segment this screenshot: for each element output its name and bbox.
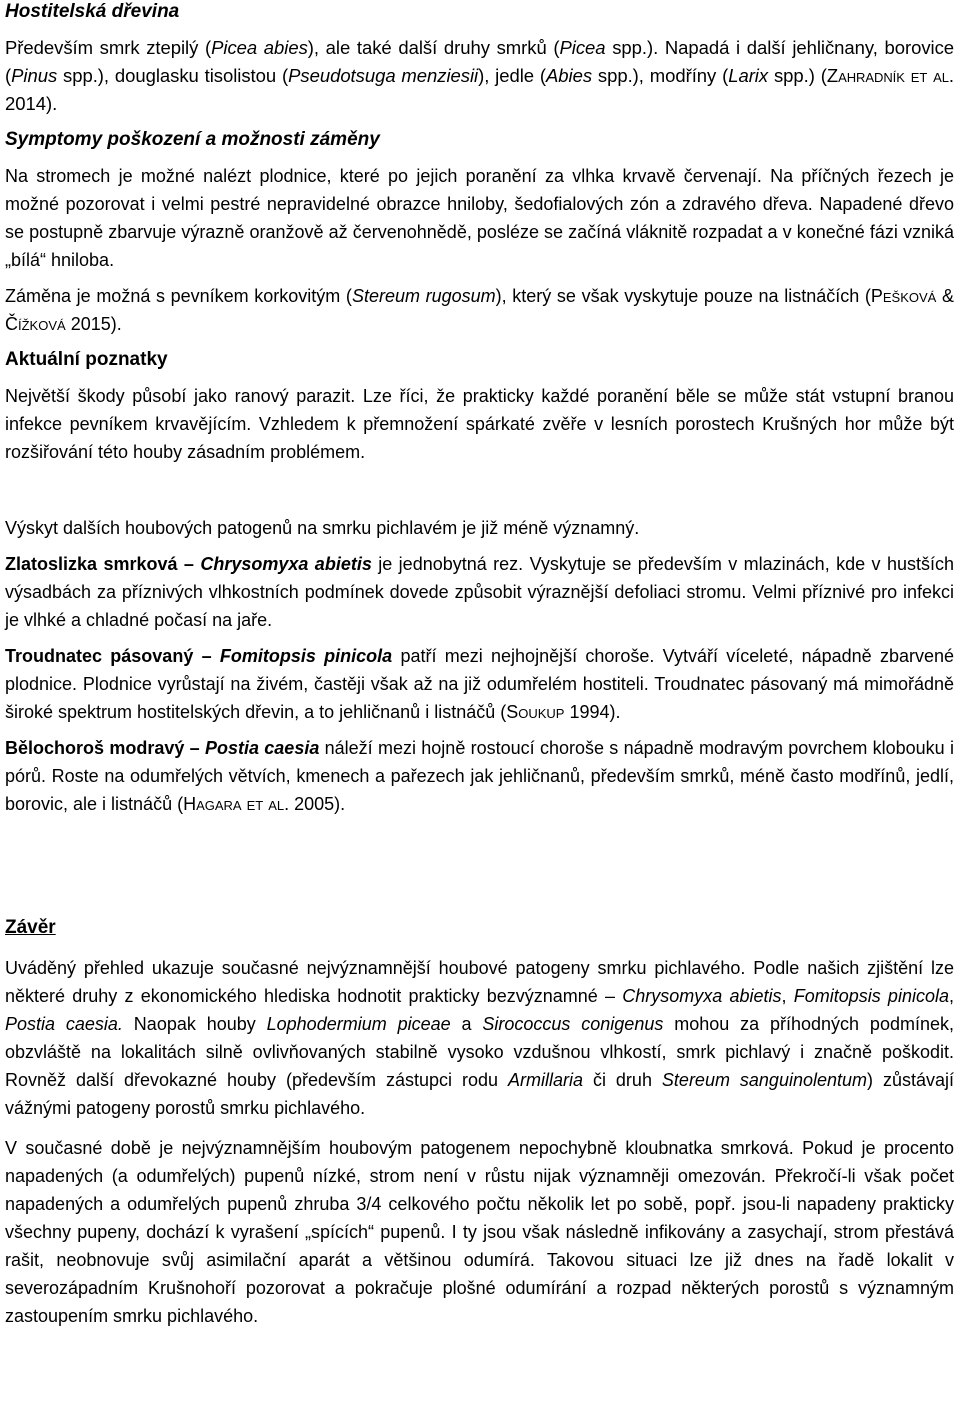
heading-current-knowledge: Aktuální poznatky <box>5 349 168 370</box>
paragraph-conclusion-1: Uváděný přehled ukazuje současné nejvýznamnější houbové patogeny smrku pichlavého. Podle našich zjištění lze některé druhy z ekonomického hlediska hodnotit prakticky bezvýznamné – Chrysomyxa abietis, Fomitopsis pinicola, Postia caesia. Naopak houby Lophodermium piceae a Sirococcus conigenus mohou za příhodných podmínek, obzvláště na lokalitách silně ovlivňovaných stabilně vysoko vzdušnou vlhkostí, smrk pichlavý i značně poškodit. Rovněž další dřevokazné houby (především zástupci rodu Armillaria či druh Stereum sanguinolentum) zůstávají vážnými patogeny porostů smrku pichlavého. <box>5 958 955 1118</box>
heading-conclusion: Závěr <box>5 917 56 938</box>
paragraph-symptoms: Na stromech je možné nalézt plodnice, které po jejich poranění za vlhka krvavě červenají. Na příčných řezech je možné pozorovat i velmi pestré nepravidelné obrazce hniloby, šedofialových zón a zdravého dřeva. Napadené dřevo se postupně zbarvuje výrazně oranžově až červenohnědě, posléze se začíná vláknitě rozpadat a v konečné fázi vzniká „bílá“ hniloba. <box>5 166 954 270</box>
paragraph-host-tree: Především smrk ztepilý (Picea abies), ale také další druhy smrků (Picea spp.). Napadá i další jehličnany, borovice (Pinus spp.), douglasku tisolistou (Pseudotsuga menziesii), jedle (Abies spp.), modříny (Larix spp.) (Zahradník et al. 2014). <box>5 37 955 114</box>
heading-host-tree: Hostitelská dřevina <box>5 1 180 22</box>
paragraph-current-knowledge: Největší škody působí jako ranový parazit. Lze říci, že prakticky každé poranění běle se může stát vstupní branou infekce pevníkem krvavějícím. Vzhledem k přemnožení spárkaté zvěře v lesních porostech Krušných hor může být rozšiřování této houby zásadním problémem. <box>5 386 954 462</box>
paragraph-other-pathogens: Výskyt dalších houbových patogenů na smrku pichlavém je již méně významný. <box>5 518 640 538</box>
paragraph-postia: Bělochoroš modravý – Postia caesia náleží mezi hojně rostoucí choroše s nápadně modravým povrchem klobouku i pórů. Roste na odumřelých větvích, kmenech a pařezech jak jehličnanů, především smrků, méně často modřínů, jedlí, borovic, ale i listnáčů (Hagara et al. 2005). <box>5 738 954 814</box>
paragraph-confusion: Záměna je možná s pevníkem korkovitým (Stereum rugosum), který se však vyskytuje pouze na listnáčích (Pešková & Čížková 2015). <box>5 286 954 334</box>
paragraph-conclusion-2: V současné době je nejvýznamnějším houbovým patogenem nepochybně kloubnatka smrková. Pokud je procento napadených (a odumřelých) pupenů nízké, strom není v růstu nijak významněji omezován. Překročí-li však počet napadených a odumřelých pupenů zhruba 3/4 celkového počtu několik let po sobě, popř. jsou-li napadeny prakticky všechny pupeny, dochází k vyrašení „spících“ pupenů. I ty jsou však následně infikovány a zasychají, strom přestává rašit, neobnovuje svůj asimilační aparát a většinou odumírá. Takovou situaci lze již dnes na řadě lokalit v severozápadním Krušnohoří pozorovat a pokračuje plošné odumírání a rozpad některých porostů s významným zastoupením smrku pichlavého. <box>5 1138 954 1326</box>
paragraph-fomitopsis: Troudnatec pásovaný – Fomitopsis pinicola patří mezi nejhojnější choroše. Vytváří víceleté, nápadně zbarvené plodnice. Plodnice vyrůstají na živém, častěji však až na již odumřelém hostiteli. Troudnatec pásovaný má mimořádně široké spektrum hostitelských dřevin, a to jehličnanů i listnáčů (Soukup 1994). <box>5 646 954 722</box>
paragraph-chrysomyxa: Zlatoslizka smrková – Chrysomyxa abietis je jednobytná rez. Vyskytuje se především v mlazinách, kde v hustších výsadbách za příznivých vlhkostních podmínek dovede způsobit výraznější defoliaci stromu. Velmi příznivé pro infekci je vlhké a chladné počasí na jaře. <box>5 554 954 630</box>
heading-symptoms: Symptomy poškození a možnosti záměny <box>5 129 380 150</box>
